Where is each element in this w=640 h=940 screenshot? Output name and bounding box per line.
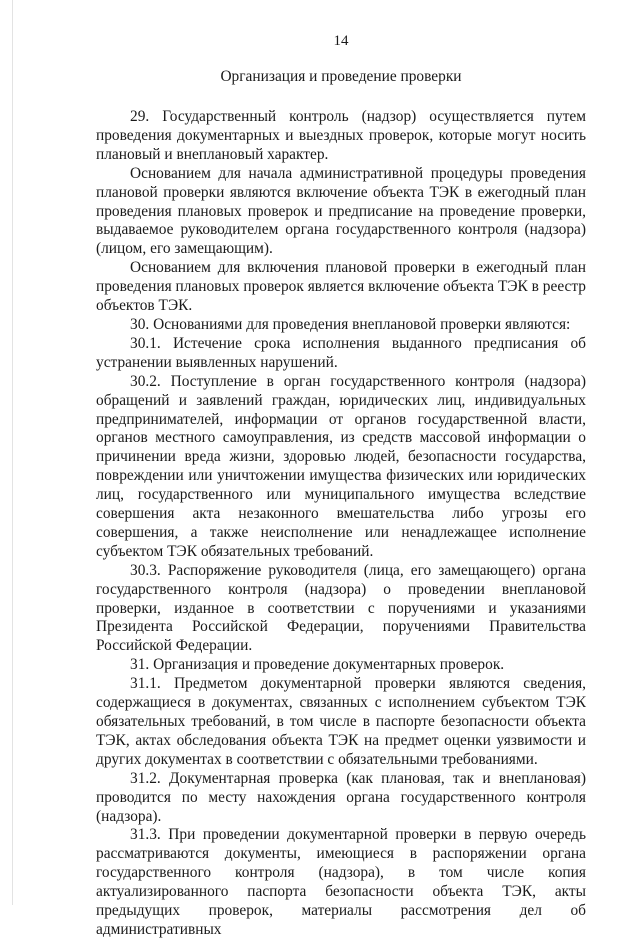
- paragraph-planned-check-basis: Основанием для начала административной процедуры проведения плановой проверки являются включение объекта ТЭК в ежегодный план проведения плановых проверок и предписание на проведение проверки, выдаваемое руководителем органа государственного контроля (надзора) (лицом, его замещающим).: [96, 164, 586, 258]
- paragraph-30-1: 30.1. Истечение срока исполнения выданного предписания об устранении выявленных нарушений.: [96, 334, 586, 371]
- section-heading: Организация и проведение проверки: [220, 68, 462, 85]
- paragraph-31: 31. Организация и проведение документарных проверок.: [130, 656, 505, 674]
- page-number: 14: [333, 33, 349, 49]
- paragraph-29: 29. Государственный контроль (надзор) осуществляется путем проведения документарных и выездных проверок, которые могут носить плановый и внеплановый характер.: [96, 108, 586, 163]
- paragraph-31-2: 31.2. Документарная проверка (как плановая, так и внеплановая) проводится по месту нахождения органа государственного контроля (надзора).: [96, 769, 586, 825]
- scan-edge-line: [12, 0, 13, 905]
- paragraph-30-3: 30.3. Распоряжение руководителя (лица, его замещающего) органа государственного контроля (надзора) о проведении внеплановой проверки, изданное в соответствии с поручениями и указаниями Президента Российской Федерации, поручениями Правительства Российской Федерации.: [96, 561, 586, 655]
- paragraph-plan-inclusion-basis: Основанием для включения плановой проверки в ежегодный план проведения плановых проверок является включение объекта ТЭК в реестр объектов ТЭК.: [96, 259, 586, 315]
- paragraph-31-3: 31.3. При проведении документарной проверки в первую очередь рассматриваются документы, имеющиеся в распоряжении органа государственного контроля (надзора), в том числе копия актуализированного паспорта безопасности объекта ТЭК, акты предыдущих проверок, материалы рассмотрения дел об административных: [96, 826, 586, 938]
- paragraph-30-2: 30.2. Поступление в орган государственного контроля (надзора) обращений и заявлений граждан, юридических лиц, индивидуальных предпринимателей, информации от органов государственной власти, органов местного самоуправления, из средств массовой информации о причинении вреда жизни, здоровью людей, безопасности государства, повреждении или уничтожении имущества физических или юридических лиц, государственного или муниципального имущества вследствие совершения акта незаконного вмешательства либо угрозы его совершения, а также неисполнение или ненадлежащее исполнение субъектом ТЭК обязательных требований.: [96, 372, 586, 560]
- paragraph-31-1: 31.1. Предметом документарной проверки являются сведения, содержащиеся в документах, связанных с исполнением субъектом ТЭК обязательных требований, в том числе в паспорте безопасности объекта ТЭК, актах обследования объекта ТЭК на предмет оценки уязвимости и других документах в соответствии с обязательными требованиями.: [96, 675, 586, 768]
- paragraph-30: 30. Основаниями для проведения внеплановой проверки являются:: [130, 315, 571, 333]
